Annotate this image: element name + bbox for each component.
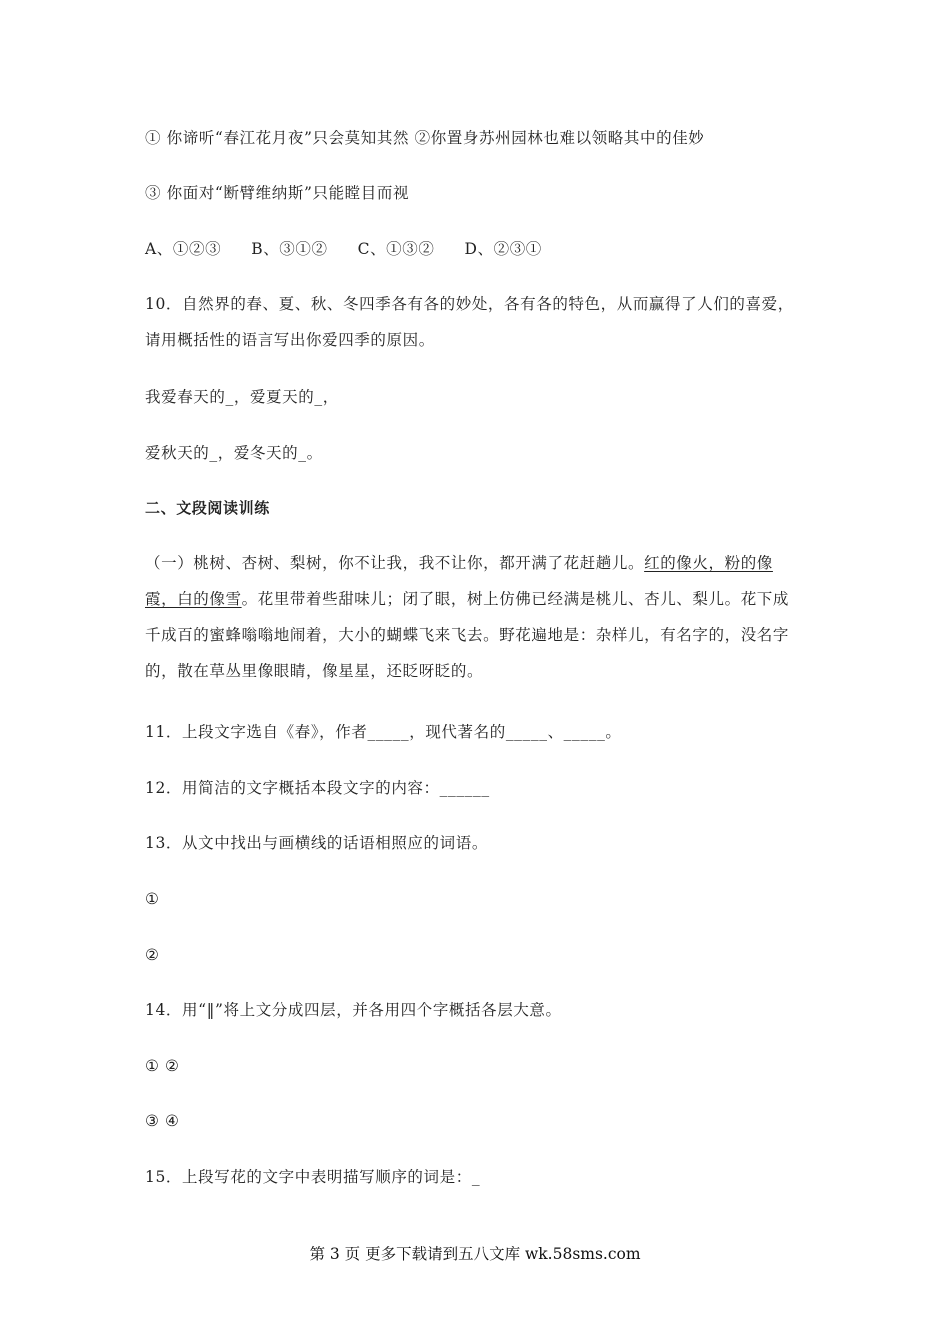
- q14-answer-1: ① ②: [145, 1057, 180, 1075]
- q12: 12．用简洁的文字概括本段文字的内容：______: [145, 779, 490, 797]
- q9-line-1: ① 你谛听“春江花月夜”只会莫知其然 ②你置身苏州园林也难以领略其中的佳妙: [145, 129, 705, 147]
- passage-rest: 。花里带着些甜味儿；闭了眼，树上仿佛已经满是桃儿、杏儿、梨儿。花下成千成百的蜜蜂嗡嗡地闹着，大小的蝴蝶飞来飞去。野花遍地是：杂样儿，有名字的，没名字的，散在草丛里像眼睛，像星星，还眨呀眨的。: [145, 590, 790, 680]
- section-heading: 二、文段阅读训练: [145, 499, 270, 517]
- q15: 15．上段写花的文字中表明描写顺序的词是：_: [145, 1168, 481, 1186]
- q14-answer-2: ③ ④: [145, 1112, 180, 1130]
- q9-option-a: A、①②③: [145, 240, 222, 258]
- q13-answer-1: ①: [145, 890, 160, 908]
- passage-underlined-text: 红的像火，粉的像霞，白的像雪: [145, 554, 773, 608]
- reading-passage: [145, 545, 805, 689]
- passage-intro: （一）桃树、杏树、梨树，你不让我，我不让你，都开满了花赶趟儿。: [145, 554, 645, 572]
- q9-options: [145, 239, 572, 259]
- q13: 13．从文中找出与画横线的话语相照应的词语。: [145, 834, 488, 852]
- q10-prompt: 10．自然界的春、夏、秋、冬四季各有各的妙处，各有各的特色，从而赢得了人们的喜爱，请用概括性的语言写出你爱四季的原因。: [145, 295, 794, 349]
- q9-option-b: B、③①②: [251, 240, 328, 258]
- q14: 14．用“‖”将上文分成四层，并各用四个字概括各层大意。: [145, 1001, 562, 1019]
- q9-line-2: ③ 你面对“断臂维纳斯”只能瞠目而视: [145, 184, 410, 202]
- q10-blank-1: 我爱春天的_，爱夏天的_，: [145, 388, 339, 406]
- q9-option-d: D、②③①: [464, 240, 542, 258]
- q9-option-c: C、①③②: [357, 240, 435, 258]
- q10-blank-2: 爱秋天的_，爱冬天的_。: [145, 444, 323, 462]
- page-footer: 第 3 页 更多下载请到五八文库 wk.58sms.com: [309, 1245, 641, 1263]
- q13-answer-2: ②: [145, 946, 160, 964]
- q11: 11．上段文字选自《春》，作者_____，现代著名的_____、_____。: [145, 723, 622, 741]
